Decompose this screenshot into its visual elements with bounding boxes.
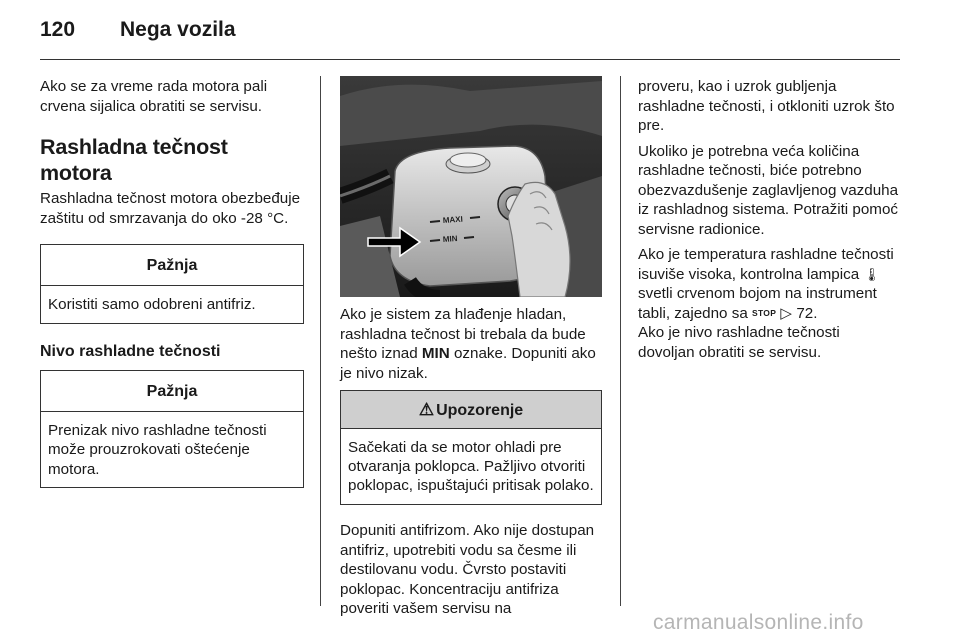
warning-text: Sačekati da se motor ohladi pre otvaranja poklopca. Pažljivo otvoriti poklopac, ispuštajući pritisak polako. <box>348 439 594 494</box>
page-number: 120 <box>40 18 76 41</box>
caution-text: Koristiti samo odobreni antifriz. <box>48 296 256 313</box>
level-text-end: oznake. Dopuniti ako je nivo nizak. <box>340 345 596 382</box>
warning-triangle-icon: ⚠ <box>418 400 435 419</box>
min-mark-label: MIN <box>442 233 458 244</box>
column-divider <box>620 76 621 606</box>
level-paragraph <box>340 305 602 383</box>
column-left <box>40 77 304 488</box>
column-divider <box>320 76 321 606</box>
level-text-start: Ako je sistem za hlađenje hladan, rashladna tečnost bi trebala da bude nešto iznad <box>340 306 586 362</box>
warning-header <box>341 391 601 429</box>
subsection-title: Nivo rashladne tečnosti <box>40 342 221 360</box>
section-paragraph: Rashladna tečnost motora obezbeđuje zaštitu od smrzavanja do oko -28 °C. <box>40 190 301 227</box>
maxi-mark-label: MAXI <box>442 214 464 225</box>
warning-box <box>340 390 602 505</box>
temperature-text-start: Ako je temperatura rashladne tečnosti isuviše visoka, kontrolna lampica <box>638 246 894 283</box>
temperature-text-end: Ako je nivo rashladne tečnosti dovoljan obratiti se servisu. <box>638 324 840 361</box>
page-reference[interactable]: 72. <box>792 304 818 322</box>
coolant-reservoir-illustration <box>340 76 602 297</box>
stop-indicator-icon: STOP <box>751 307 777 318</box>
caution-box <box>40 370 304 489</box>
coolant-reservoir-photo <box>340 76 602 297</box>
bleeding-paragraph: Ukoliko je potrebna veća količina rashladne tečnosti, biće potrebno obezvazdušenje zaglavljenog vazduha iz rashladnog sistema. Potražiti pomoć servisne radionice. <box>638 142 899 238</box>
page-header <box>40 18 236 48</box>
column-right <box>638 77 900 362</box>
column-middle <box>340 76 602 619</box>
section-title: Rashladna tečnost motora <box>40 135 228 185</box>
header-divider <box>40 59 900 60</box>
continuation-paragraph: proveru, kao i uzrok gubljenja rashladne tečnosti, i otkloniti uzrok što pre. <box>638 78 895 134</box>
temperature-text-middle: svetli crvenom bojom na instrument tabli, zajedno sa <box>638 285 877 322</box>
coolant-temperature-icon: 🌡 <box>863 266 880 282</box>
caution-title: Pažnja <box>41 371 303 412</box>
caution-box <box>40 244 304 324</box>
caution-text: Prenizak nivo rashladne tečnosti može prouzrokovati oštećenje motora. <box>48 421 267 478</box>
temperature-paragraph <box>638 245 900 362</box>
watermark: carmanualsonline.info <box>653 611 864 634</box>
page-ref-arrow-icon: ▷ <box>780 304 793 322</box>
min-keyword: MIN <box>421 345 450 362</box>
refill-paragraph: Dopuniti antifrizom. Ako nije dostupan antifriz, upotrebiti vodu sa česme ili destilovanu vodu. Čvrsto postaviti poklopac. Koncentraciju antifriza poveriti vašem servisu na <box>340 522 595 617</box>
intro-paragraph: Ako se za vreme rada motora pali crvena sijalica obratiti se servisu. <box>40 78 268 115</box>
warning-title: Upozorenje <box>436 402 524 419</box>
caution-title: Pažnja <box>41 245 303 286</box>
chapter-title: Nega vozila <box>120 18 236 41</box>
